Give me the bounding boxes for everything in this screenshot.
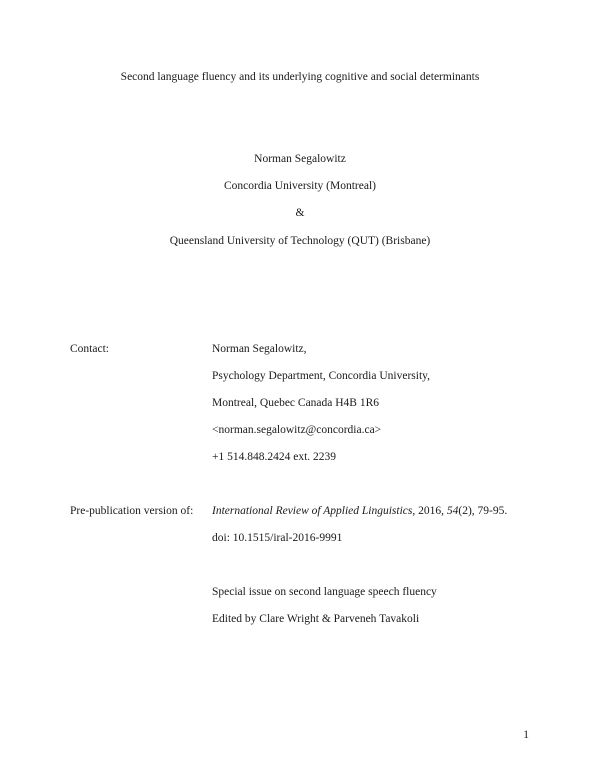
paper-title: Second language fluency and its underlying cognitive and social determinants (120, 71, 480, 83)
contact-line-address: Montreal, Quebec Canada H4B 1R6 (212, 397, 380, 409)
citation-volume: 54 (446, 505, 459, 517)
publication-label: Pre-publication version of: (70, 505, 194, 517)
publication-citation (212, 505, 507, 517)
contact-line-phone: +1 514.848.2424 ext. 2239 (212, 451, 337, 463)
author-ampersand: & (295, 207, 305, 219)
special-issue-note: Special issue on second language speech fluency (212, 586, 437, 598)
journal-name: International Review of Applied Linguistics (212, 505, 413, 517)
author-affiliation-2: Queensland University of Technology (QUT) (Brisbane) (169, 235, 431, 247)
page-number: 1 (523, 729, 529, 741)
contact-line-email[interactable]: <norman.segalowitz@concordia.ca> (212, 424, 382, 436)
contact-label: Contact: (70, 343, 109, 355)
author-name: Norman Segalowitz (254, 153, 346, 165)
publication-doi[interactable]: doi: 10.1515/iral-2016-9991 (212, 532, 343, 544)
editors-note: Edited by Clare Wright & Parveneh Tavakoli (212, 613, 420, 625)
citation-year: , 2016, (412, 505, 447, 517)
contact-line-name: Norman Segalowitz, (212, 343, 307, 355)
author-affiliation-1: Concordia University (Montreal) (223, 180, 376, 192)
citation-issue-pages: (2), 79-95. (458, 505, 508, 517)
contact-line-department: Psychology Department, Concordia University, (212, 370, 431, 382)
